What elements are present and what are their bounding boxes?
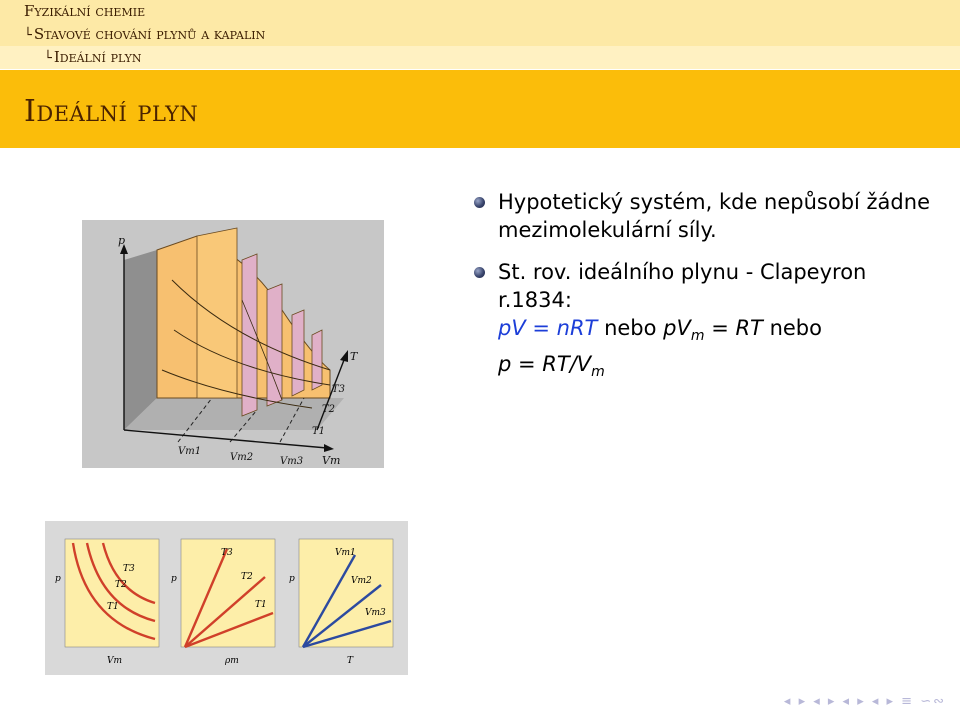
bullet-item-1 [472, 188, 942, 244]
label-Vm1: Vm1 [178, 446, 202, 457]
panel3-c0: Vm1 [335, 548, 356, 558]
label-T1: T1 [312, 426, 326, 437]
label-Vm: Vm [322, 454, 341, 467]
bullet-icon [474, 197, 485, 208]
bullet-text: Hypotetický systém, kde nepůsobí žádne mezimolekulární síly. [498, 190, 930, 242]
panel3-x: T [347, 656, 354, 666]
breadcrumb-course[interactable]: Fyzikální chemie [0, 0, 960, 23]
breadcrumb-subsection[interactable]: └ Ideální plyn [0, 46, 960, 69]
label-p: p [118, 234, 126, 247]
equation-3-sub: m [591, 364, 605, 380]
bullet-item-2 [472, 258, 942, 386]
beamer-nav-controls[interactable]: ◂ ▸ ◂ ▸ ◂ ▸ ◂ ▸ ≡ ∽∾ [783, 694, 946, 709]
label-T3: T3 [332, 384, 346, 395]
page-title: Ideální plyn [24, 94, 199, 129]
bullet-text: St. rov. ideálního plynu - Clapeyron r.1834: [498, 260, 867, 312]
panel2-c0: T3 [221, 548, 233, 558]
panel2-c2: T1 [255, 600, 267, 610]
pvt-projections-figure [45, 521, 408, 675]
pvt-surface-figure [82, 220, 384, 468]
equation-2: pV [663, 316, 691, 340]
panel2-x: ρm [225, 656, 239, 666]
panel1-x: Vm [107, 656, 123, 666]
equation-2-rhs: = RT [704, 316, 763, 340]
connector-1: nebo [604, 316, 657, 340]
breadcrumb [0, 0, 960, 70]
panel2-y: p [171, 574, 177, 584]
panel3-c1: Vm2 [351, 576, 372, 586]
panel1-c0: T3 [123, 564, 135, 574]
label-Vm2: Vm2 [230, 452, 254, 463]
label-T: T [350, 350, 358, 363]
equation-2-sub: m [690, 328, 705, 344]
panel1-c2: T1 [107, 602, 119, 612]
panel1-y: p [55, 574, 61, 584]
panel1-c1: T2 [115, 580, 127, 590]
equation-3: p = RT/V [498, 352, 592, 376]
equation-1: pV = nRT [498, 316, 598, 340]
bullet-icon [474, 267, 485, 278]
connector-2: nebo [769, 316, 822, 340]
panel3-y: p [289, 574, 295, 584]
panel2-c1: T2 [241, 572, 253, 582]
label-T2: T2 [322, 404, 336, 415]
label-Vm3: Vm3 [280, 456, 304, 467]
bullet-list [472, 188, 942, 400]
equation-line [498, 316, 822, 380]
breadcrumb-section[interactable]: └ Stavové chování plynů a kapalin [0, 23, 960, 46]
panel3-c2: Vm3 [365, 608, 386, 618]
